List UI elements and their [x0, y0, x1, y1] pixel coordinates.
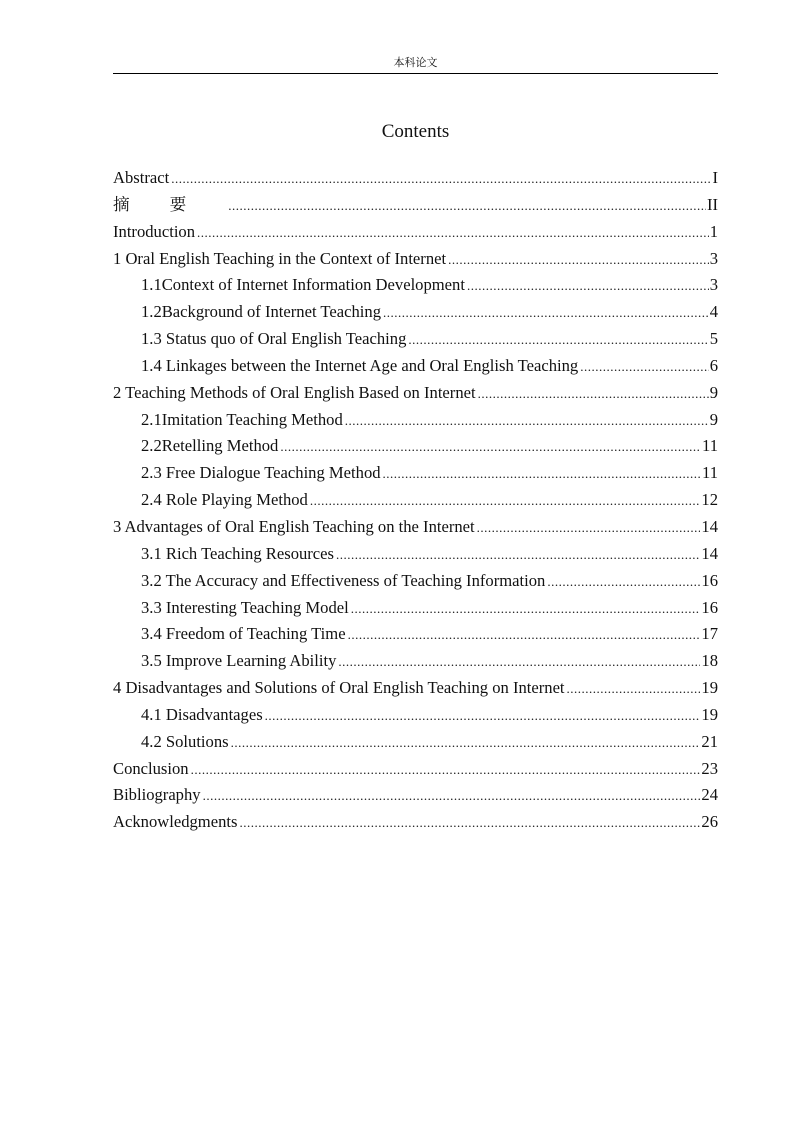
- toc-entry[interactable]: [113, 272, 718, 299]
- dot-leader: [478, 381, 709, 408]
- toc-entry-page-number: 3: [709, 248, 718, 268]
- dot-leader: [348, 622, 701, 649]
- toc-entry-page-number: 21: [701, 731, 718, 751]
- dot-leader: [231, 730, 701, 757]
- toc-entry[interactable]: [113, 326, 718, 353]
- toc-entry-page-number: 19: [701, 704, 718, 724]
- dot-leader: [467, 273, 709, 300]
- dot-leader: [477, 515, 701, 542]
- running-header: 本科论文: [393, 57, 438, 69]
- dot-leader: [310, 488, 701, 515]
- toc-entry-label: 2.4 Role Playing Method: [141, 490, 308, 510]
- toc-entry-page-number: 1: [709, 221, 718, 241]
- dot-leader: [239, 810, 700, 837]
- toc-entry-label: 1 Oral English Teaching in the Context of Internet: [113, 248, 447, 268]
- table-of-contents: [113, 165, 718, 836]
- toc-entry-page-number: 16: [701, 570, 718, 590]
- toc-entry[interactable]: [113, 756, 718, 783]
- dot-leader: [408, 327, 708, 354]
- toc-entry-page-number: 14: [701, 516, 718, 536]
- toc-entry-page-number: 18: [701, 651, 718, 671]
- dot-leader: [580, 354, 708, 381]
- toc-entry-page-number: 9: [709, 382, 718, 402]
- toc-entry-page-number: 11: [702, 463, 718, 483]
- toc-entry[interactable]: [113, 514, 718, 541]
- toc-entry[interactable]: [113, 353, 718, 380]
- toc-entry-label: Acknowledgments: [113, 812, 238, 832]
- toc-entry-label: 3.4 Freedom of Teaching Time: [141, 624, 346, 644]
- toc-entry[interactable]: [113, 433, 718, 460]
- dot-leader: [351, 596, 701, 623]
- toc-entry[interactable]: [113, 595, 718, 622]
- toc-entry[interactable]: [113, 729, 718, 756]
- toc-entry-label: 3.1 Rich Teaching Resources: [141, 543, 334, 563]
- toc-entry-page-number: 12: [701, 490, 718, 510]
- toc-entry-page-number: 26: [701, 812, 718, 832]
- toc-entry[interactable]: [113, 809, 718, 836]
- toc-entry[interactable]: [113, 675, 718, 702]
- toc-entry[interactable]: [113, 192, 718, 219]
- dot-leader: [345, 408, 709, 435]
- toc-entry-label: Bibliography: [113, 785, 201, 805]
- toc-entry-page-number: 9: [709, 409, 718, 429]
- toc-entry[interactable]: [113, 621, 718, 648]
- dot-leader: [547, 569, 700, 596]
- toc-entry[interactable]: [113, 568, 718, 595]
- toc-entry-label: 4.1 Disadvantages: [141, 704, 263, 724]
- toc-entry[interactable]: [113, 487, 718, 514]
- toc-entry-page-number: 23: [701, 758, 718, 778]
- dot-leader: [336, 542, 700, 569]
- toc-entry[interactable]: [113, 702, 718, 729]
- toc-entry-label: 3.5 Improve Learning Ability: [141, 651, 337, 671]
- toc-entry[interactable]: [113, 541, 718, 568]
- dot-leader: [383, 461, 701, 488]
- toc-entry-page-number: I: [712, 168, 718, 187]
- toc-entry-label: 2 Teaching Methods of Oral English Based on Internet: [113, 382, 476, 402]
- toc-entry-label: 2.1Imitation Teaching Method: [141, 409, 343, 429]
- toc-entry-page-number: 17: [701, 624, 718, 644]
- toc-title: Contents: [381, 121, 450, 142]
- toc-entry[interactable]: [113, 407, 718, 434]
- toc-entry-label: 1.2Background of Internet Teaching: [141, 302, 381, 322]
- toc-entry-label: 2.2Retelling Method: [141, 436, 279, 456]
- toc-entry-page-number: 24: [701, 785, 718, 805]
- dot-leader: [191, 757, 701, 784]
- toc-entry-label: 摘要: [113, 194, 227, 214]
- dot-leader: [383, 300, 709, 327]
- dot-leader: [197, 220, 709, 247]
- dot-leader: [280, 434, 701, 461]
- toc-entry-label: 3 Advantages of Oral English Teaching on the Internet: [113, 516, 475, 536]
- toc-entry-label: 1.4 Linkages between the Internet Age and Oral English Teaching: [141, 355, 579, 375]
- toc-entry[interactable]: [113, 246, 718, 273]
- dot-leader: [171, 166, 711, 193]
- toc-entry[interactable]: [113, 460, 718, 487]
- toc-entry-page-number: 11: [702, 436, 718, 456]
- toc-entry-page-number: 16: [701, 597, 718, 617]
- toc-entry[interactable]: [113, 299, 718, 326]
- toc-entry-label: 3.2 The Accuracy and Effectiveness of Teaching Information: [141, 570, 546, 590]
- toc-entry[interactable]: [113, 165, 718, 192]
- toc-entry-label: Introduction: [113, 221, 196, 241]
- toc-entry-label: 3.3 Interesting Teaching Model: [141, 597, 349, 617]
- toc-entry-label: 4.2 Solutions: [141, 731, 229, 751]
- toc-entry-label: 1.1Context of Internet Information Development: [141, 275, 465, 295]
- toc-entry[interactable]: [113, 219, 718, 246]
- toc-entry-label: 4 Disadvantages and Solutions of Oral English Teaching on Internet: [113, 678, 565, 698]
- toc-entry-page-number: 19: [701, 678, 718, 698]
- toc-entry-page-number: 5: [709, 329, 718, 349]
- toc-entry[interactable]: [113, 648, 718, 675]
- dot-leader: [203, 783, 701, 810]
- dot-leader: [448, 247, 709, 274]
- toc-entry[interactable]: [113, 782, 718, 809]
- toc-entry-label: Abstract: [113, 168, 170, 187]
- dot-leader: [228, 193, 706, 220]
- toc-entry-label: 1.3 Status quo of Oral English Teaching: [141, 329, 407, 349]
- toc-entry-page-number: 14: [701, 543, 718, 563]
- toc-entry[interactable]: [113, 380, 718, 407]
- toc-entry-page-number: 4: [709, 302, 718, 322]
- toc-entry-label: 2.3 Free Dialogue Teaching Method: [141, 463, 381, 483]
- toc-entry-label: Conclusion: [113, 758, 189, 778]
- dot-leader: [265, 703, 701, 730]
- dot-leader: [338, 649, 700, 676]
- toc-entry-page-number: 6: [709, 355, 718, 375]
- toc-entry-page-number: 3: [709, 275, 718, 295]
- toc-entry-page-number: II: [706, 194, 718, 214]
- header-rule: [113, 73, 718, 74]
- dot-leader: [567, 676, 701, 703]
